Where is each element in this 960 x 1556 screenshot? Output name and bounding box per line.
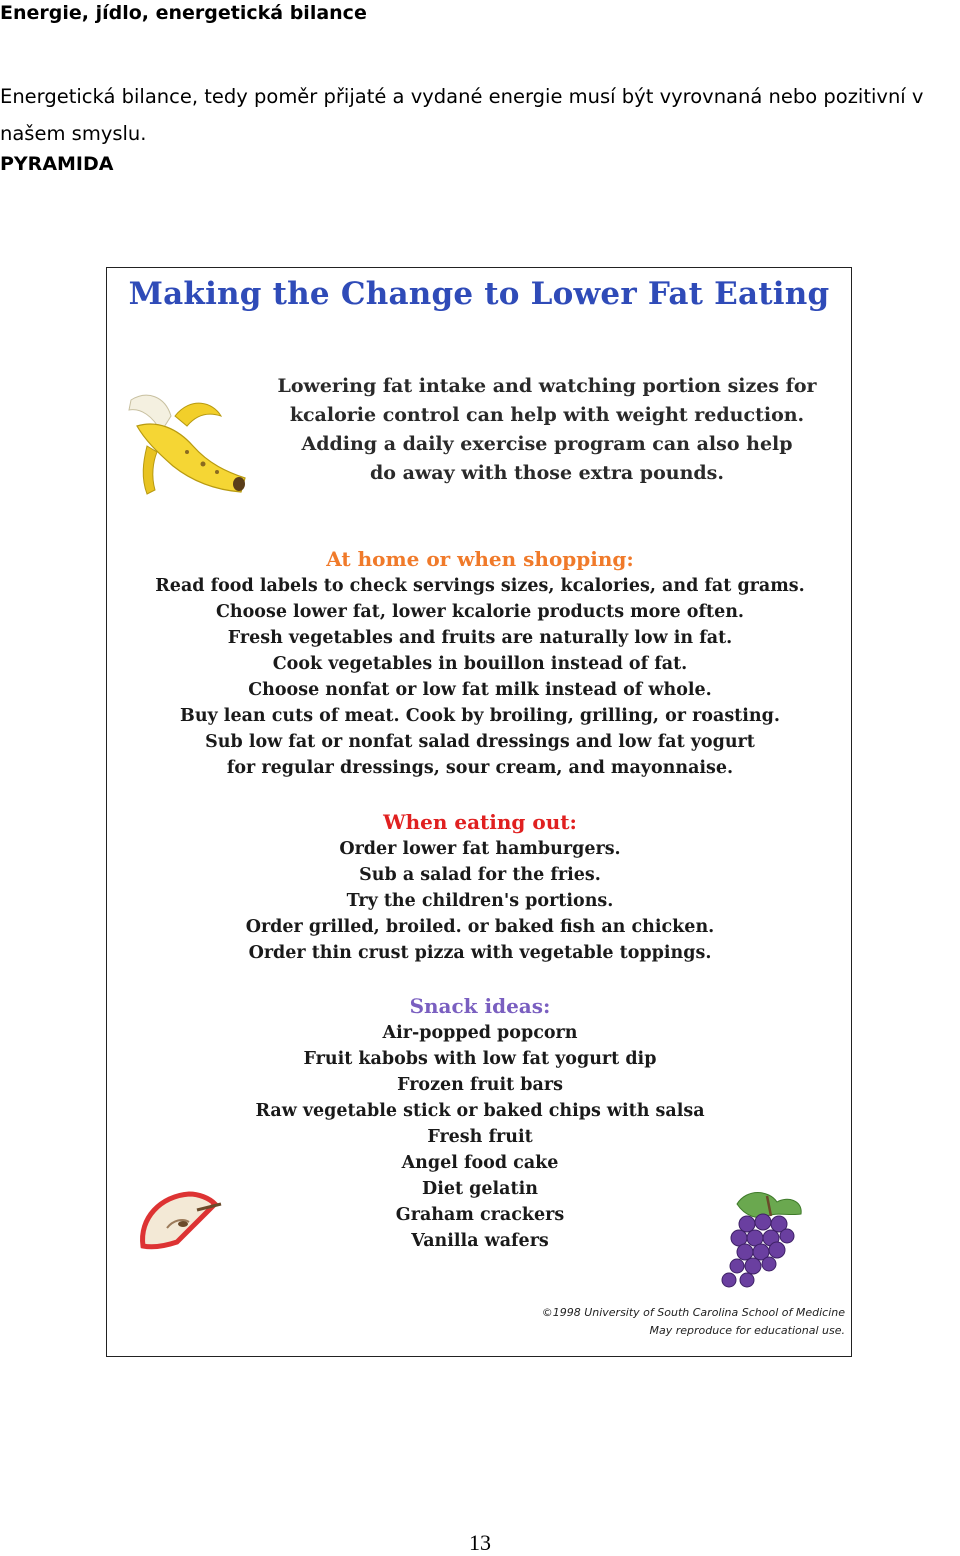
page-number: 13: [469, 1530, 491, 1555]
section-line: Fresh fruit: [427, 1127, 533, 1147]
intro-paragraph: Energetická bilance, tedy poměr přijaté a vydané energie musí být vyrovnaná nebo pozitivní v našem smyslu.: [0, 85, 924, 145]
copyright-line: May reproduce for educational use.: [649, 1324, 845, 1337]
apple-slice-image: [137, 1188, 227, 1258]
intro-line: do away with those extra pounds.: [370, 462, 724, 484]
pyramid-subheading: PYRAMIDA: [0, 153, 114, 175]
section-line: Air-popped popcorn: [382, 1023, 578, 1043]
section-line: Read food labels to check servings sizes, kcalories, and fat grams.: [155, 576, 805, 596]
section-line: Fresh vegetables and fruits are naturally low in fat.: [227, 628, 733, 648]
intro-line: Lowering fat intake and watching portion sizes for: [277, 375, 817, 397]
section-line: Order lower fat hamburgers.: [339, 839, 621, 859]
section-line: Frozen fruit bars: [397, 1075, 563, 1095]
document-heading: Energie, jídlo, energetická bilance: [0, 2, 367, 24]
copyright-line: ©1998 University of South Carolina School of Medicine: [541, 1306, 845, 1319]
section-line: Order thin crust pizza with vegetable toppings.: [248, 943, 712, 963]
section-line: Order grilled, broiled. or baked fish an chicken.: [245, 917, 715, 937]
section-line: Choose lower fat, lower kcalorie products more often.: [215, 602, 745, 622]
section-at-home: [127, 545, 833, 781]
section-line: Try the children's portions.: [346, 891, 614, 911]
section-eating-out: [127, 808, 833, 966]
section-line: Sub a salad for the fries.: [359, 865, 601, 885]
section-heading: At home or when shopping:: [326, 547, 634, 571]
poster-copyright: [542, 1304, 845, 1340]
section-line: Sub low fat or nonfat salad dressings and low fat yogurt: [205, 732, 755, 752]
grapes-image: [707, 1186, 817, 1296]
section-line: Angel food cake: [401, 1153, 559, 1173]
section-line: Choose nonfat or low fat milk instead of whole.: [248, 680, 712, 700]
banana-image: [117, 386, 247, 498]
section-heading: Snack ideas:: [409, 994, 551, 1018]
section-line: Vanilla wafers: [411, 1231, 549, 1251]
intro-line: kcalorie control can help with weight reduction.: [289, 404, 805, 426]
section-line: Raw vegetable stick or baked chips with salsa: [255, 1101, 705, 1121]
section-heading: When eating out:: [383, 810, 577, 834]
section-line: Cook vegetables in bouillon instead of fat.: [272, 654, 688, 674]
section-line: Fruit kabobs with low fat yogurt dip: [303, 1049, 657, 1069]
poster-intro: [257, 372, 837, 488]
section-line: Diet gelatin: [422, 1179, 538, 1199]
nutrition-poster: [106, 267, 852, 1357]
poster-title: Making the Change to Lower Fat Eating: [128, 276, 830, 312]
intro-line: Adding a daily exercise program can also help: [301, 433, 793, 455]
section-line: Buy lean cuts of meat. Cook by broiling, grilling, or roasting.: [180, 706, 780, 726]
section-line: for regular dressings, sour cream, and mayonnaise.: [226, 758, 734, 778]
section-line: Graham crackers: [395, 1205, 565, 1225]
